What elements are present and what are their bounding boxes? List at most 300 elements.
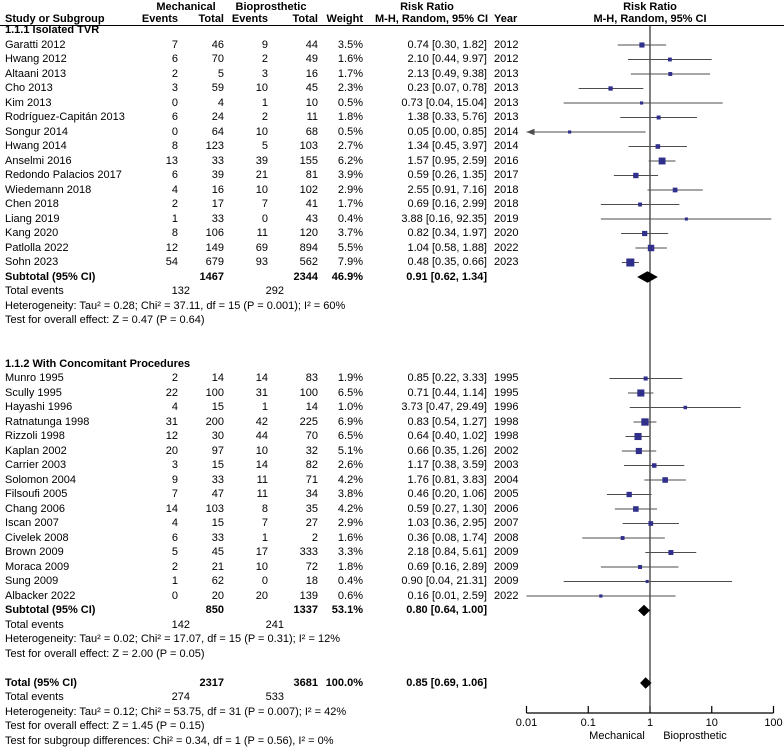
- mechanical-total: 70: [211, 53, 224, 65]
- bioprosthetic-events: 5: [261, 140, 268, 152]
- mh-col-header: M-H, Random, 95% CI: [375, 13, 489, 25]
- effect-square: [652, 463, 657, 468]
- effect-square: [621, 536, 625, 540]
- year-value: 2014: [494, 125, 519, 138]
- weight-value: 1.7%: [337, 67, 363, 80]
- mechanical-total: 33: [211, 154, 224, 167]
- mechanical-events: 3: [171, 459, 178, 471]
- risk-ratio-header: Risk Ratio: [400, 1, 454, 13]
- risk-ratio-ci: 3.73 [0.47, 29.49]: [401, 401, 487, 413]
- study-name: Liang 2019: [5, 212, 60, 225]
- study-name: Kang 2020: [5, 227, 59, 239]
- study-name: Patlolla 2022: [5, 241, 69, 254]
- mechanical-total: 33: [211, 212, 224, 225]
- bioprosthetic-total: 102: [299, 183, 318, 196]
- mechanical-total: 15: [211, 401, 224, 413]
- year-value: 2005: [494, 488, 519, 500]
- mechanical-total: 33: [211, 473, 224, 486]
- year-value: 2009: [494, 575, 519, 587]
- mechanical-total: 16: [211, 183, 224, 196]
- mechanical-events: 4: [171, 183, 178, 196]
- effect-square: [668, 58, 672, 62]
- weight-value: 7.9%: [337, 256, 363, 268]
- bioprosthetic-events: 14: [255, 459, 268, 471]
- axis-tick-label: 1: [646, 717, 654, 729]
- mechanical-events: 1: [171, 212, 178, 225]
- bioprosthetic-total: 49: [305, 53, 318, 65]
- mechanical-total: 39: [211, 169, 224, 181]
- risk-ratio-ci: 2.55 [0.91, 7.16]: [407, 183, 487, 196]
- risk-ratio-ci: 0.23 [0.07, 0.78]: [407, 82, 487, 94]
- effect-square: [648, 521, 653, 526]
- mechanical-events: 5: [171, 546, 178, 558]
- mechanical-total: 47: [211, 488, 224, 500]
- year-value: 1998: [494, 430, 519, 442]
- mechanical-total: 30: [211, 430, 224, 442]
- bioprosthetic-events: 1: [261, 401, 268, 413]
- risk-ratio-ci: 1.76 [0.81, 3.83]: [407, 473, 487, 486]
- mechanical-total: 62: [211, 575, 224, 587]
- mechanical-total: 59: [211, 82, 224, 94]
- bioprosthetic-events: 10: [255, 125, 268, 138]
- weight-value: 2.9%: [337, 183, 363, 196]
- pooled-label: Subtotal (95% CI): [5, 604, 96, 616]
- effect-square: [673, 188, 678, 193]
- risk-ratio-ci: 2.10 [0.44, 9.97]: [407, 53, 487, 65]
- bioprosthetic-total: 10: [305, 96, 318, 109]
- weight-value: 3.5%: [337, 38, 363, 51]
- weight-value: 1.0%: [337, 401, 363, 413]
- risk-ratio-ci: 1.17 [0.38, 3.59]: [407, 459, 487, 471]
- study-name: Ratnatunga 1998: [5, 415, 90, 428]
- weight-value: 100.0%: [325, 676, 363, 689]
- year-value: 2016: [494, 154, 519, 167]
- subtotal-diamond: [637, 271, 658, 283]
- mechanical-total: 149: [205, 241, 224, 254]
- axis-tick-label: 10: [705, 717, 718, 729]
- mechanical-total: 97: [211, 444, 224, 457]
- bioprosthetic-total: 139: [299, 589, 318, 602]
- bioprosthetic-total: 45: [305, 82, 318, 94]
- risk-ratio-ci: 0.59 [0.26, 1.35]: [407, 169, 487, 181]
- study-name: Altaani 2013: [5, 67, 67, 80]
- axis-tick-label: 0.1: [580, 717, 596, 729]
- year-col-header: Year: [494, 13, 518, 25]
- mechanical-events: 20: [165, 444, 178, 457]
- bioprosthetic-total: 43: [305, 212, 318, 225]
- risk-ratio-ci: 0.82 [0.34, 1.97]: [407, 227, 487, 239]
- mechanical-total: 100: [205, 386, 224, 399]
- bioprosthetic-events: 3: [261, 67, 268, 80]
- effect-square: [639, 42, 644, 47]
- mechanical-events: 12: [165, 430, 178, 442]
- bioprosthetic-events: 10: [255, 560, 268, 573]
- study-name: Filsoufi 2005: [5, 488, 68, 500]
- weight-value: 0.6%: [337, 589, 363, 602]
- mechanical-events: 1: [171, 575, 178, 587]
- mechanical-total: 46: [211, 38, 224, 51]
- bioprosthetic-total: 2344: [293, 270, 318, 283]
- effect-square: [640, 101, 643, 104]
- weight-value: 5.5%: [337, 241, 363, 254]
- study-name: Anselmi 2016: [5, 154, 72, 167]
- effect-square: [638, 203, 642, 207]
- bioprosthetic-events: 1: [261, 531, 268, 544]
- mechanical-events: 2: [171, 67, 178, 80]
- risk-ratio-ci: 1.03 [0.36, 2.95]: [407, 517, 487, 529]
- effect-square: [685, 217, 688, 220]
- bioprosthetic-events: 42: [255, 415, 268, 428]
- effect-square: [633, 506, 639, 512]
- year-value: 2019: [494, 212, 519, 225]
- pooled-label: Total (95% CI): [5, 676, 77, 689]
- bioprosthetic-events: 0: [261, 212, 268, 225]
- bioprosthetic-total: 71: [305, 473, 318, 486]
- mechanical-events: 7: [171, 38, 178, 51]
- year-value: 2023: [494, 256, 519, 268]
- mechanical-total: 123: [205, 140, 224, 152]
- weight-value: 1.9%: [337, 372, 363, 384]
- bioprosthetic-total: 894: [299, 241, 318, 254]
- bioprosthetic-total: 3681: [293, 676, 318, 689]
- risk-ratio-ci: 0.74 [0.30, 1.82]: [407, 38, 487, 51]
- axis-right-label: Bioprosthetic: [663, 730, 727, 742]
- mechanical-total: 20: [211, 589, 224, 602]
- bioprosthetic-events: 93: [255, 256, 268, 268]
- effect-square: [662, 477, 668, 483]
- statistics-text: Heterogeneity: Tau² = 0.02; Chi² = 17.07, df = 15 (P = 0.31); I² = 12%: [5, 633, 340, 645]
- weight-value: 1.8%: [337, 560, 363, 573]
- mechanical-events: 31: [165, 415, 178, 428]
- bioprosthetic-events: 1: [261, 96, 268, 109]
- year-value: 1995: [494, 386, 519, 399]
- mechanical-events: 13: [165, 154, 178, 167]
- bioprosthetic-total: 34: [305, 488, 318, 500]
- risk-ratio-ci: 0.59 [0.27, 1.30]: [407, 502, 487, 515]
- year-value: 2012: [494, 38, 519, 51]
- study-name: Wiedemann 2018: [5, 183, 92, 196]
- bioprosthetic-total: 27: [305, 517, 318, 529]
- bioprosthetic-events: 10: [255, 82, 268, 94]
- year-value: 2009: [494, 546, 519, 558]
- weight-value: 6.5%: [337, 430, 363, 442]
- effect-square: [668, 550, 673, 555]
- ci-arrow-left: [527, 129, 535, 135]
- axis-left-label: Mechanical: [589, 730, 645, 742]
- mh-plot-header: M-H, Random, 95% CI: [593, 13, 707, 25]
- mechanical-events: 6: [171, 111, 178, 123]
- year-value: 2012: [494, 53, 519, 65]
- risk-ratio-ci: 0.05 [0.00, 0.85]: [407, 125, 487, 138]
- mechanical-events: 2: [171, 198, 178, 210]
- bioprosthetic-events: 39: [255, 154, 268, 167]
- study-name: Rodríguez-Capitán 2013: [5, 111, 125, 123]
- study-name: Iscan 2007: [5, 517, 59, 529]
- mechanical-total: 1467: [199, 270, 224, 283]
- effect-square: [668, 72, 672, 76]
- subtotal-diamond: [638, 605, 650, 617]
- bioprosthetic-total: 2: [311, 531, 318, 544]
- risk-ratio-ci: 0.90 [0.04, 21.31]: [401, 575, 487, 587]
- weight-value: 3.7%: [337, 227, 363, 239]
- effect-square: [684, 406, 687, 409]
- year-value: 2014: [494, 140, 519, 152]
- pooled-label: Subtotal (95% CI): [5, 270, 96, 283]
- year-value: 2018: [494, 183, 519, 196]
- year-value: 2007: [494, 517, 519, 529]
- risk-ratio-ci: 2.18 [0.84, 5.61]: [407, 546, 487, 558]
- statistics-text: Test for overall effect: Z = 1.45 (P = 0.15): [5, 720, 205, 732]
- effect-square: [626, 258, 634, 266]
- study-name: Albacker 2022: [5, 589, 76, 602]
- weight-value: 1.8%: [337, 111, 363, 123]
- mechanical-total: 5: [217, 67, 224, 80]
- risk-ratio-ci: 0.48 [0.35, 0.66]: [407, 256, 487, 268]
- year-value: 2008: [494, 531, 519, 544]
- mechanical-total: 679: [205, 256, 224, 268]
- bioprosthetic-total: 11: [306, 111, 318, 123]
- effect-square: [642, 231, 647, 236]
- bioprosthetic-total: 100: [299, 386, 318, 399]
- year-value: 2006: [494, 502, 519, 515]
- bioprosthetic-events: 14: [255, 372, 268, 384]
- statistics-text: Test for overall effect: Z = 2.00 (P = 0.05): [5, 647, 205, 660]
- study-name: Moraca 2009: [5, 560, 70, 573]
- year-value: 2002: [494, 444, 519, 457]
- risk-ratio-ci: 0.66 [0.35, 1.26]: [407, 444, 487, 457]
- study-name: Chen 2018: [5, 198, 59, 210]
- bioprosthetic-events-sum: 533: [265, 691, 284, 703]
- weight-value: 0.4%: [337, 212, 363, 225]
- year-value: 2009: [494, 560, 519, 573]
- mechanical-total: 15: [211, 459, 224, 471]
- year-value: 2004: [494, 473, 519, 486]
- risk-ratio-ci: 0.46 [0.20, 1.06]: [407, 488, 487, 500]
- risk-ratio-ci: 1.04 [0.58, 1.88]: [407, 241, 487, 254]
- mechanical-events: 0: [171, 125, 178, 138]
- risk-ratio-ci: 1.34 [0.45, 3.97]: [407, 140, 487, 152]
- statistics-text: Heterogeneity: Tau² = 0.28; Chi² = 37.11, df = 15 (P = 0.001); I² = 60%: [5, 299, 346, 312]
- mechanical-events: 8: [171, 140, 178, 152]
- effect-square: [636, 448, 642, 454]
- bioprosthetic-total: 562: [299, 256, 318, 268]
- study-name: Kim 2013: [5, 96, 52, 109]
- year-value: 2013: [494, 96, 519, 109]
- mechanical-total: 45: [211, 546, 224, 558]
- bioprosthetic-total: 41: [305, 198, 318, 210]
- events2-col-header: Events: [231, 13, 268, 25]
- bioprosthetic-events: 11: [256, 227, 268, 239]
- weight-value: 2.7%: [337, 140, 363, 152]
- year-value: 2013: [494, 82, 519, 94]
- bioprosthetic-events: 44: [255, 430, 268, 442]
- risk-ratio-ci: 0.85 [0.69, 1.06]: [406, 676, 487, 689]
- bioprosthetic-total: 14: [305, 401, 318, 413]
- bioprosthetic-events: 69: [255, 241, 268, 254]
- year-value: 1996: [494, 401, 519, 413]
- effect-square: [599, 594, 602, 597]
- bioprosthetic-events: 7: [261, 198, 268, 210]
- study-name: Scully 1995: [5, 386, 62, 399]
- bioprosthetic-total: 82: [305, 459, 318, 471]
- study-name: Carrier 2003: [5, 459, 67, 471]
- bioprosthetic-events: 2: [261, 111, 268, 123]
- weight-value: 5.1%: [337, 444, 363, 457]
- weight-value: 0.5%: [337, 125, 363, 138]
- bioprosthetic-total: 1337: [293, 604, 318, 616]
- bioprosthetic-total: 70: [305, 430, 318, 442]
- risk-ratio-ci: 0.85 [0.22, 3.33]: [407, 372, 487, 384]
- year-value: 1995: [494, 372, 519, 384]
- axis-tick-label: 0.01: [515, 717, 538, 729]
- mechanical-events: 0: [171, 589, 178, 602]
- weight-value: 2.6%: [337, 459, 363, 471]
- risk-ratio-ci: 1.38 [0.33, 5.76]: [407, 111, 487, 123]
- mechanical-total: 103: [205, 502, 224, 515]
- effect-square: [648, 245, 654, 251]
- mechanical-events: 12: [165, 241, 178, 254]
- weight-value: 6.9%: [337, 415, 363, 428]
- bioprosthetic-total: 120: [299, 227, 318, 239]
- effect-square: [659, 158, 666, 165]
- weight-value: 6.2%: [337, 154, 363, 167]
- statistics-text: Test for subgroup differences: Chi² = 0.34, df = 1 (P = 0.56), I² = 0%: [5, 734, 334, 747]
- bioprosthetic-events: 10: [255, 444, 268, 457]
- risk-ratio-ci: 0.71 [0.44, 1.14]: [407, 386, 487, 399]
- study-name: Garatti 2012: [5, 38, 66, 51]
- bioprosthetic-events-sum: 292: [265, 285, 284, 297]
- risk-ratio-ci: 0.16 [0.01, 2.59]: [407, 589, 487, 602]
- risk-ratio-ci: 0.64 [0.40, 1.02]: [407, 430, 487, 442]
- mechanical-events-sum: 132: [171, 285, 190, 297]
- study-col-header: Study or Subgroup: [5, 13, 105, 25]
- year-value: 2018: [494, 198, 519, 210]
- mechanical-events: 6: [171, 531, 178, 544]
- weight-value: 2.9%: [337, 517, 363, 529]
- mechanical-total: 850: [205, 604, 224, 616]
- mechanical-events: 14: [165, 502, 178, 515]
- mechanical-events: 2: [171, 372, 178, 384]
- total2-col-header: Total: [292, 13, 318, 25]
- risk-ratio-ci: 0.91 [0.62, 1.34]: [406, 270, 487, 283]
- bioprosthetic-events-sum: 241: [265, 618, 284, 631]
- weight-value: 2.3%: [337, 82, 363, 94]
- study-name: Hwang 2012: [5, 53, 67, 65]
- mechanical-events: 22: [165, 386, 178, 399]
- risk-ratio-ci: 2.13 [0.49, 9.38]: [407, 67, 487, 80]
- bioprosthetic-events: 11: [256, 473, 268, 486]
- risk-ratio-ci: 0.80 [0.64, 1.00]: [406, 604, 487, 616]
- bioprosthetic-events: 21: [255, 169, 268, 181]
- mechanical-events: 6: [171, 53, 178, 65]
- weight-value: 3.9%: [337, 169, 363, 181]
- bioprosthetic-total: 225: [299, 415, 318, 428]
- weight-value: 1.7%: [337, 198, 363, 210]
- mechanical-events: 9: [171, 473, 178, 486]
- mechanical-events: 3: [171, 82, 178, 94]
- mechanical-total: 2317: [199, 676, 224, 689]
- bioprosthetic-events: 17: [255, 546, 268, 558]
- subgroup-label: 1.1.1 Isolated TVR: [5, 24, 100, 36]
- bioprosthetic-events: 0: [261, 575, 268, 587]
- effect-square: [608, 86, 612, 90]
- effect-square: [637, 389, 644, 396]
- weight-value: 4.2%: [337, 473, 363, 486]
- study-name: Redondo Palacios 2017: [5, 169, 122, 181]
- mechanical-events: 4: [171, 401, 178, 413]
- bioprosthetic-total: 35: [305, 502, 318, 515]
- bioprosthetic-events: 11: [256, 488, 268, 500]
- mechanical-total: 24: [211, 111, 224, 123]
- bioprosthetic-total: 333: [299, 546, 318, 558]
- effect-square: [656, 144, 661, 149]
- mechanical-events: 54: [165, 256, 178, 268]
- mechanical-total: 4: [217, 96, 224, 109]
- bioprosthetic-events: 9: [261, 38, 268, 51]
- statistics-text: Test for overall effect: Z = 0.47 (P = 0.64): [5, 314, 205, 326]
- bioprosthetic-total: 68: [305, 125, 318, 138]
- study-name: Brown 2009: [5, 546, 64, 558]
- bioprosthetic-total: 81: [305, 169, 318, 181]
- bioprosthetic-total: 72: [305, 560, 318, 573]
- year-value: 2022: [494, 589, 519, 602]
- group2-header: Bioprosthetic: [235, 1, 307, 13]
- study-name: Civelek 2008: [5, 531, 69, 544]
- bioprosthetic-total: 155: [299, 154, 318, 167]
- study-name: Chang 2006: [5, 502, 65, 515]
- effect-square: [644, 376, 648, 380]
- risk-ratio-ci: 0.69 [0.16, 2.89]: [407, 560, 487, 573]
- bioprosthetic-total: 32: [305, 444, 318, 457]
- year-value: 2017: [494, 169, 519, 181]
- total-events-label: Total events: [5, 691, 64, 703]
- bioprosthetic-total: 103: [299, 140, 318, 152]
- study-name: Sung 2009: [5, 575, 59, 587]
- weight-value: 3.3%: [337, 546, 363, 558]
- mechanical-events-sum: 142: [171, 618, 190, 631]
- effect-square: [638, 565, 642, 569]
- bioprosthetic-events: 7: [261, 517, 268, 529]
- weight-value: 53.1%: [331, 604, 363, 616]
- mechanical-events: 2: [171, 560, 178, 573]
- total-events-label: Total events: [5, 285, 64, 297]
- bioprosthetic-total: 16: [305, 67, 318, 80]
- bioprosthetic-total: 44: [305, 38, 318, 51]
- risk-ratio-ci: 1.57 [0.95, 2.59]: [407, 154, 487, 167]
- bioprosthetic-total: 83: [305, 372, 318, 384]
- weight-value: 1.6%: [337, 53, 363, 65]
- study-name: Hayashi 1996: [5, 401, 73, 413]
- mechanical-events-sum: 274: [171, 691, 190, 703]
- study-name: Kaplan 2002: [5, 444, 67, 457]
- weight-value: 4.2%: [337, 502, 363, 515]
- risk-ratio-ci: 0.69 [0.16, 2.99]: [407, 198, 487, 210]
- effect-square: [641, 418, 648, 425]
- year-value: 2003: [494, 459, 519, 471]
- risk-ratio-ci: 0.83 [0.54, 1.27]: [407, 415, 487, 428]
- year-value: 2013: [494, 67, 519, 80]
- events1-col-header: Events: [141, 13, 178, 25]
- study-name: Munro 1995: [5, 372, 64, 384]
- mechanical-events: 4: [171, 517, 178, 529]
- bioprosthetic-events: 10: [255, 183, 268, 196]
- axis-tick-label: 100: [764, 717, 783, 729]
- year-value: 1998: [494, 415, 519, 428]
- effect-square: [646, 580, 649, 583]
- year-value: 2013: [494, 111, 519, 123]
- risk-ratio-plot-header: Risk Ratio: [623, 1, 677, 13]
- effect-square: [634, 433, 641, 440]
